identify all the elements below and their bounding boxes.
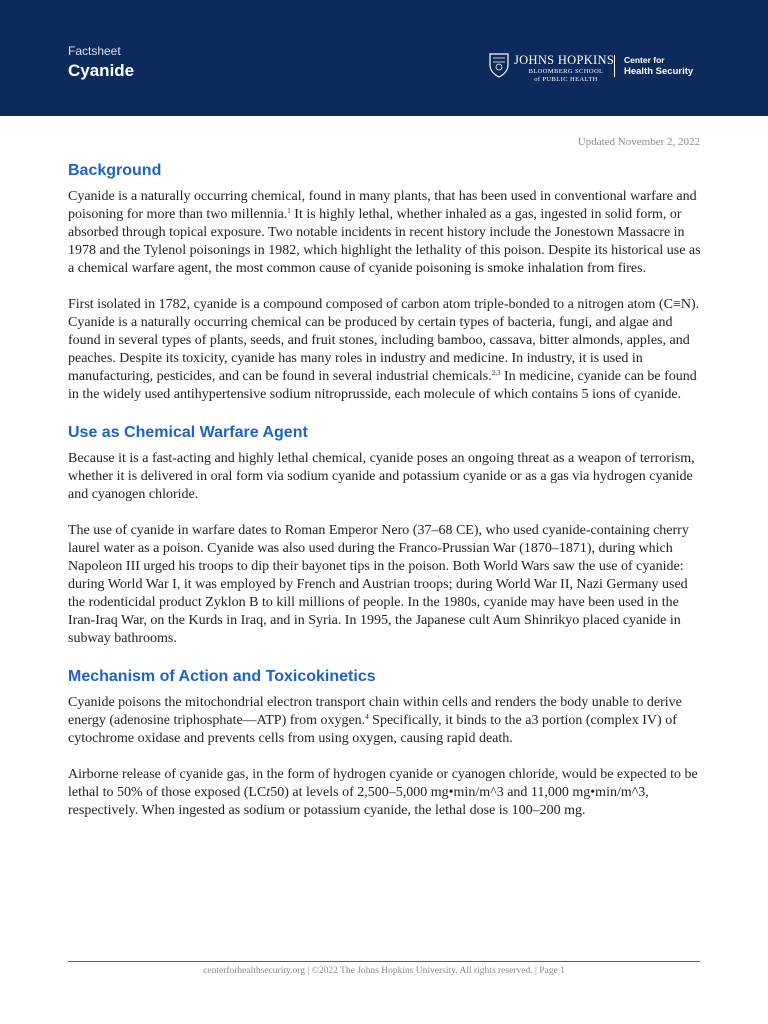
footnote-ref: 4 bbox=[365, 713, 369, 721]
section-heading: Use as Chemical Warfare Agent bbox=[68, 424, 308, 441]
section-heading: Mechanism of Action and Toxicokinetics bbox=[68, 668, 376, 685]
doc-kind-label: Factsheet bbox=[68, 44, 121, 58]
logo-center-line2: Health Security bbox=[624, 66, 694, 77]
section-warfare bbox=[68, 422, 704, 648]
paragraph: First isolated in 1782, cyanide is a compound composed of carbon atom triple-bonded to a nitrogen atom (C≡N). Cyanide is a naturally occurring chemical can be produced by certain types of bacteria, fungi, and algae and found in several types of plants, seeds, and fruit stones, including bamboo, cassava, bitter almonds, apples, and peaches. Despite its toxicity, cyanide has many roles in industry and medicine. In industry, it is used in manufacturing, pesticides, and can be found in several industrial chemicals.$^{2,3}$ In medicine, cyanide can be found in the widely used antihypertensive sodium nitroprusside, each molecule of which contains 5 ions of cyanide. bbox=[68, 297, 700, 402]
footnote-ref: 2,3 bbox=[491, 369, 501, 377]
logo-university-name: JOHNS HOPKINS bbox=[514, 53, 615, 67]
logo-center-line1: Center for bbox=[624, 55, 665, 65]
footnote-ref: 1 bbox=[287, 207, 291, 215]
section-heading: Background bbox=[68, 162, 162, 179]
logo-school-line2: of PUBLIC HEALTH bbox=[534, 76, 598, 83]
paragraph: Airborne release of cyanide gas, in the form of hydrogen cyanide or cyanogen chloride, would be expected to be lethal to 50% of those exposed (LCt50) at levels of 2,500–5,000 mg•min/m^3 and 11,000 mg•min/m^3, respectively. When ingested as sodium or potassium cyanide, the lethal dose is 100–200 mg. bbox=[68, 767, 698, 818]
section-background bbox=[68, 160, 704, 404]
header-band bbox=[0, 0, 768, 116]
shield-icon bbox=[488, 52, 510, 78]
updated-date: Updated November 2, 2022 bbox=[577, 136, 700, 148]
logo-center-name bbox=[624, 55, 693, 77]
jhu-logo[interactable] bbox=[488, 52, 702, 88]
footer-text[interactable]: centerforhealthsecurity.org | ©2022 The Johns Hopkins University. All rights reserved. | Page 1 bbox=[203, 966, 565, 976]
paragraph: The use of cyanide in warfare dates to Roman Emperor Nero (37–68 CE), who used cyanide-containing cherry laurel water as a poison. Cyanide was also used during the Franco-Prussian War (1870–1871), during which Napoleon III urged his troops to dip their bayonet tips in the poison. Both World Wars saw the use of cyanide: during World War I, it was employed by French and Austrian troops; during World War II, Nazi Germany used the rodenticidal product Zyklon B to kill millions of people. In the 1980s, cyanide may have been used in the Iran-Iraq War, on the Kurds in Iraq, and in Syria. In 1995, the Japanese cult Aum Shinrikyo placed cyanide in subway bathrooms. bbox=[68, 523, 689, 646]
paragraph: Cyanide is a naturally occurring chemical, found in many plants, that has been used in conventional warfare and poisoning for more than two millennia.$^1$ It is highly lethal, whether inhaled as a gas, ingested in solid form, or absorbed through topical exposure. Two notable incidents in recent history include the Jonestown Massacre in 1978 and the Tylenol poisonings in 1982, which highlight the lethality of this poison. Despite its historical use as a chemical warfare agent, the most common cause of cyanide poisoning is smoke inhalation from fires. bbox=[68, 189, 701, 276]
main-content bbox=[68, 160, 704, 838]
logo-divider bbox=[614, 55, 615, 77]
doc-title: Cyanide bbox=[68, 61, 135, 80]
section-mechanism bbox=[68, 666, 704, 820]
logo-school-name bbox=[528, 68, 604, 84]
paragraph: Cyanide poisons the mitochondrial electron transport chain within cells and renders the body unable to derive energy (adenosine triphosphate—ATP) from oxygen.$^4$ Specifically, it binds to the a3 portion (complex IV) of cytochrome oxidase and prevents cells from using oxygen, causing rapid death. bbox=[68, 695, 682, 746]
footer-rule bbox=[68, 961, 700, 962]
logo-school-line1: BLOOMBERG SCHOOL bbox=[528, 68, 604, 75]
paragraph: Because it is a fast-acting and highly lethal chemical, cyanide poses an ongoing threat as a weapon of terrorism, whether it is delivered in oral form via sodium cyanide and potassium cyanide or as a gas via hydrogen cyanide and cyanogen chloride. bbox=[68, 451, 695, 502]
